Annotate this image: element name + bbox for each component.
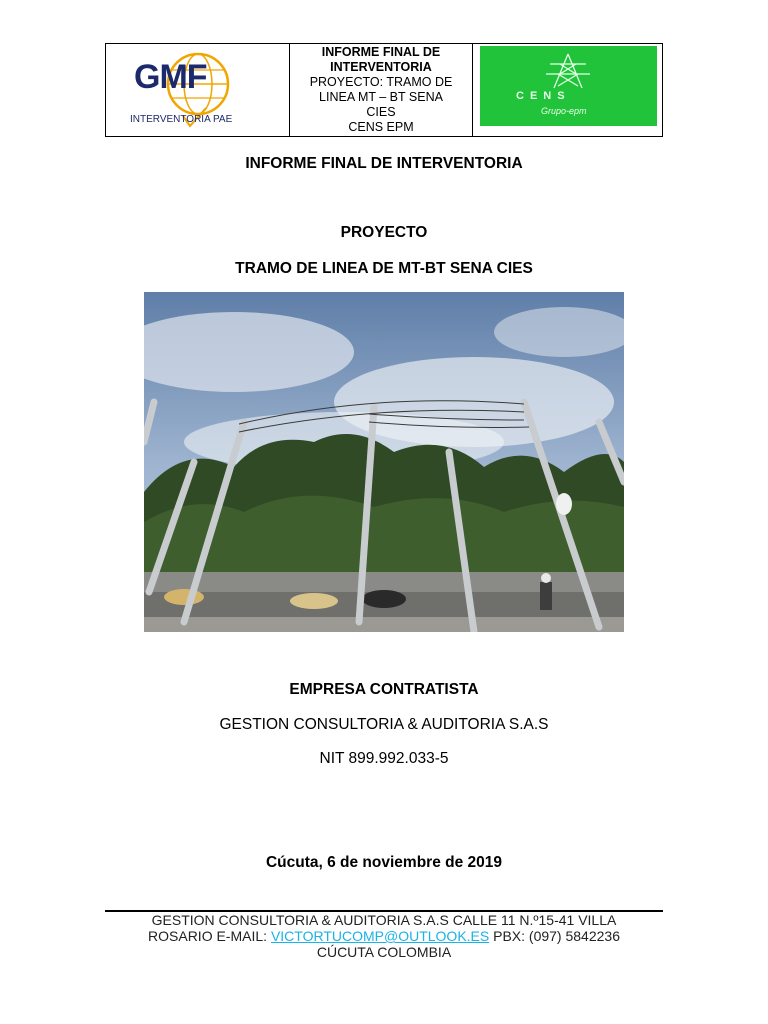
header-title-line1: INFORME FINAL DE [321, 45, 441, 59]
footer-email-link[interactable]: VICTORTUCOMP@OUTLOOK.ES [270, 928, 490, 944]
header-project-line3: CIES [366, 105, 396, 119]
contractor-label: EMPRESA CONTRATISTA [289, 681, 479, 698]
footer-line3: CÚCUTA COLOMBIA [316, 944, 452, 960]
project-photo [144, 292, 624, 632]
header-table [105, 43, 663, 137]
cens-logo-subtitle: Grupo-epm [541, 106, 587, 116]
header-title-line2: INTERVENTORIA [330, 60, 432, 74]
project-name: TRAMO DE LINEA DE MT-BT SENA CIES [235, 260, 533, 277]
header-project-line1: PROYECTO: TRAMO DE [309, 75, 453, 89]
footer [105, 912, 663, 960]
gmf-logo-subtitle: INTERVENTORIA PAE [130, 114, 233, 125]
cens-logo [480, 46, 657, 126]
footer-line2 [105, 928, 663, 944]
footer-phone: PBX: (097) 5842236 [489, 928, 620, 944]
cens-logo-text: CENS [516, 90, 571, 102]
contractor-nit: NIT 899.992.033-5 [319, 750, 449, 767]
header-title-cell [290, 44, 473, 136]
header-project-line2: LINEA MT – BT SENA [319, 90, 443, 104]
header-client-line: CENS EPM [348, 120, 414, 134]
header-logo-cell [106, 44, 290, 136]
project-label: PROYECTO [340, 224, 428, 241]
contractor-name: GESTION CONSULTORIA & AUDITORIA S.A.S [219, 716, 549, 733]
document-title: INFORME FINAL DE INTERVENTORIA [245, 155, 523, 172]
footer-line1: GESTION CONSULTORIA & AUDITORIA S.A.S CALLE 11 N.º15-41 VILLA [151, 912, 617, 928]
place-date: Cúcuta, 6 de noviembre de 2019 [265, 854, 503, 871]
header-cens-cell [473, 44, 662, 136]
footer-email-prefix: ROSARIO E-MAIL: [148, 928, 271, 944]
gmf-logo-text: GMF [134, 58, 207, 96]
